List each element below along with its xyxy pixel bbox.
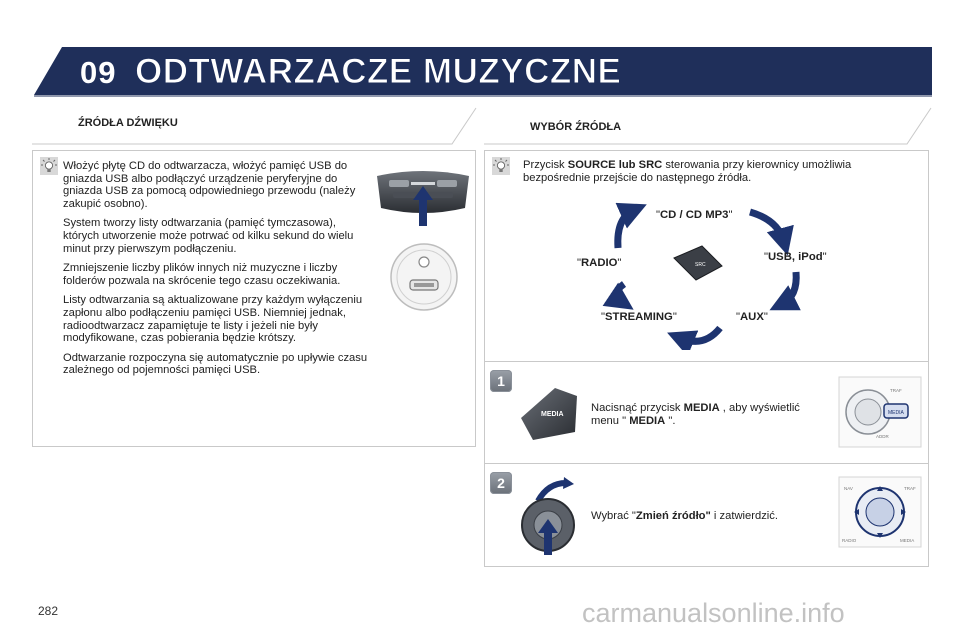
arrow-aux-to-streaming [680, 328, 720, 341]
source-cycle-diagram [600, 200, 820, 350]
rotary-knob-image [518, 475, 582, 557]
chapter-header [34, 47, 932, 97]
section-title-sound-sources: ŹRÓDŁA DŹWIĘKU [78, 117, 178, 129]
media-panel-image [838, 376, 922, 448]
page-number: 282 [38, 604, 59, 618]
arrow-usb-to-aux [782, 272, 796, 304]
arrow-cd-to-usb [750, 212, 784, 242]
section-title-source-selection: WYBÓR ŹRÓDŁA [530, 121, 622, 133]
source-radio: "RADIO" [577, 257, 622, 269]
media-button-label: MEDIA [541, 411, 564, 418]
panel-label-addr: ADDR [876, 434, 889, 439]
panel-label-traf: TRAF [890, 388, 902, 393]
source-cd: "CD / CD MP3" [656, 209, 733, 221]
panel-label-radio: RADIO [842, 538, 857, 543]
paragraph-autoplay: Odtwarzanie rozpoczyna się automatycznie po upływie czasu zależnego od pojemności pamięci USB. [63, 351, 368, 377]
paragraph-playlists: System tworzy listy odtwarzania (pamięć tymczasowa), których utworzenie może potrwać od kilku sekund do wielu minut przy pierwszym podłączeniu. [63, 217, 354, 255]
paragraph-playlist-update: Listy odtwarzania są aktualizowane przy każdym wyłączeniu zapłonu albo podłączeniu pamięci USB. Niemniej jednak, radioodtwarzacz zapamiętuje te listy i jeżeli nie były modyfikowane, czas pobierania będzie krótszy. [63, 294, 363, 345]
usb-port-image [388, 242, 460, 312]
sound-sources-text [63, 160, 368, 384]
panel-label-nav: NAV [844, 486, 853, 491]
watermark: carmanualsonline.info [582, 598, 845, 628]
media-button-image [515, 384, 579, 442]
step-1-badge: 1 [490, 370, 512, 392]
source-streaming: "STREAMING" [601, 311, 677, 323]
src-button-label: SRC [695, 262, 706, 268]
lightbulb-icon [492, 157, 510, 175]
source-usb: "USB, iPod" [764, 251, 827, 263]
paragraph-insert-media: Włożyć płytę CD do odtwarzacza, włożyć pamięć USB do gniazda USB albo podłączyć urządzenie peryferyjne do gniazda USB za pomocą odpowiedniego przewodu (należy zakupić osobno). [63, 160, 356, 210]
source-aux: "AUX" [736, 311, 768, 323]
step-1-text: Nacisnąć przycisk MEDIA , aby wyświetlić menu " MEDIA ". [591, 402, 800, 427]
panel-label-media: MEDIA [900, 538, 915, 543]
nav-panel-image [838, 476, 922, 548]
src-button-image [674, 246, 722, 280]
src-button-name: SOURCE lub SRC [567, 159, 663, 171]
paragraph-reduce-files: Zmniejszenie liczby plików innych niż muzyczne i liczby folderów pozwala na skrócenie tego czasu oczekiwania. [63, 262, 341, 287]
arrow-radio-to-cd [618, 210, 634, 248]
cd-player-image [373, 168, 473, 230]
step-2-badge: 2 [490, 472, 512, 494]
step-2-text: Wybrać "Zmień źródło" i zatwierdzić. [591, 510, 778, 522]
chapter-number: 09 [80, 55, 117, 90]
panel-label-media: MEDIA [888, 410, 904, 416]
arrow-streaming-to-radio [616, 284, 624, 302]
chapter-title: ODTWARZACZE MUZYCZNE [135, 52, 622, 91]
lightbulb-icon [40, 157, 58, 175]
panel-label-traf: TRAF [904, 486, 916, 491]
source-intro-text: Przycisk SOURCE lub SRC sterowania przy kierownicy umożliwia bezpośrednie przejście do następnego źródła. [523, 159, 852, 184]
